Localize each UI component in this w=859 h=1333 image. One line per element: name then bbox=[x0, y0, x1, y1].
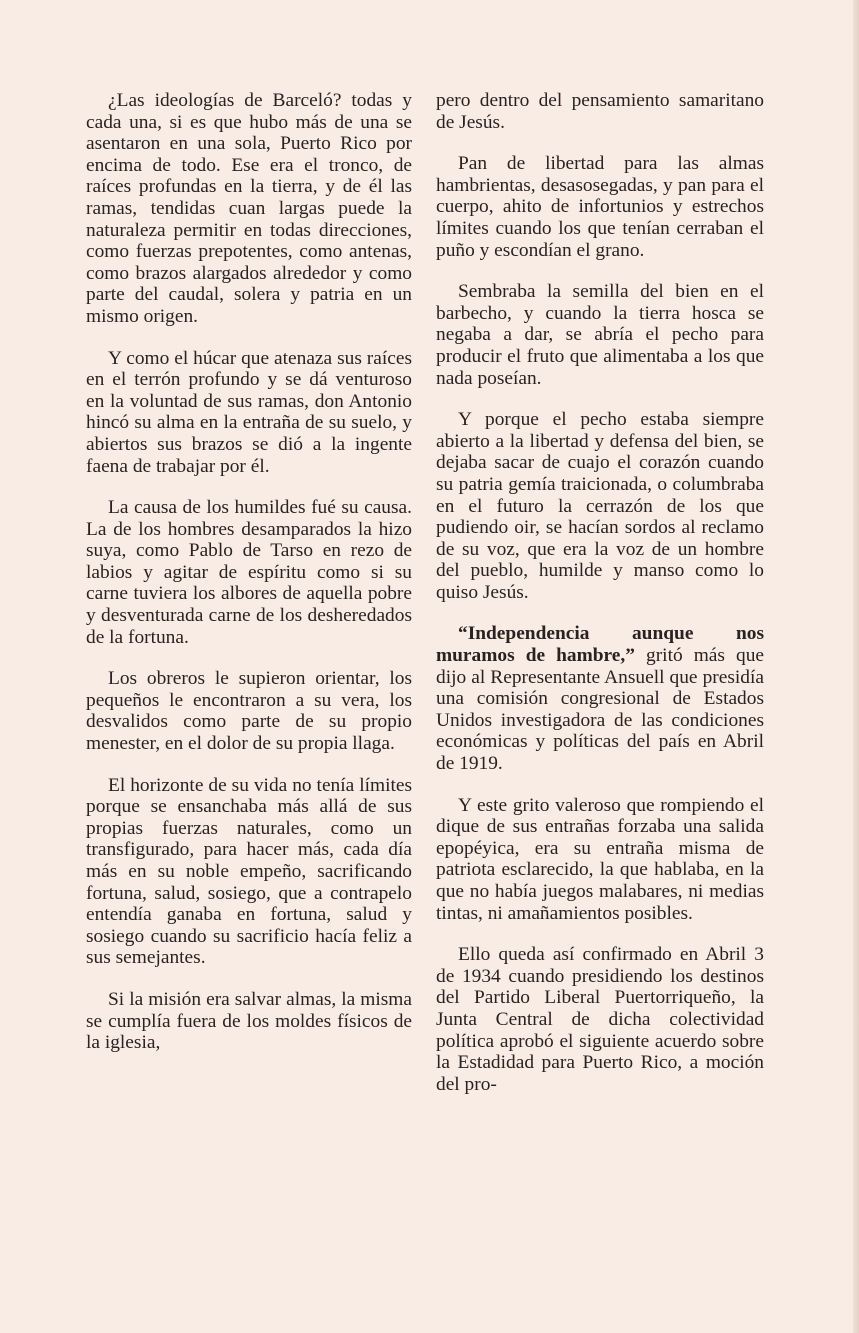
bold-quote: “Independencia aunque nos muramos de hambre,” bbox=[436, 623, 764, 667]
paragraph: El horizonte de su vida no tenía límites porque se ensanchaba más allá de sus propias fuerzas naturales, como un transfigurado, para hacer más, cada día más en su noble empeño, sacrificando fortuna, salud, sosiego, que a contrapelo entendía ganaba en fortuna, salud y sosiego cuando su sacrificio hacía feliz a sus semejantes. bbox=[86, 774, 412, 969]
paragraph: pero dentro del pensamiento samaritano de Jesús. bbox=[436, 90, 764, 133]
quote-continuation: gritó más que dijo al Representante Ansuell que presidía una comisión congresional de Estados Unidos investigadora de las condiciones económicas y políticas del país en Abril de 1919. bbox=[436, 645, 764, 775]
paragraph: La causa de los humildes fué su causa. La de los hombres desamparados la hizo suya, como Pablo de Tarso en rezo de labios y agitar de espíritu como si su carne tuviera los albores de aquella pobre y desventurada carne de los desheredados de la fortuna. bbox=[86, 497, 412, 648]
paragraph: Y como el húcar que atenaza sus raíces en el terrón profundo y se dá venturoso en la voluntad de sus ramas, don Antonio hincó su alma en la entraña de su suelo, y abiertos sus brazos se dió a la ingente faena de trabajar por él. bbox=[86, 347, 412, 477]
paragraph: Y porque el pecho estaba siempre abierto a la libertad y defensa del bien, se dejaba sacar de cuajo el corazón cuando su patria gemía traicionada, o columbraba en el futuro la cerrazón de los que pudiendo oir, se hacían sordos al reclamo de su voz, que era la voz de un hombre del pueblo, humilde y manso como lo quiso Jesús. bbox=[436, 409, 764, 603]
paragraph: ¿Las ideologías de Barceló? todas y cada una, si es que hubo más de una se asentaron en una sola, Puerto Rico por encima de todo. Ese era el tronco, de raíces profundas en la tierra, y de él las ramas, tendidas cuan largas puede la naturaleza permitir en todas direcciones, como fuerzas prepotentes, como antenas, como brazos alargados alrededor y como parte del caudal, solera y patria en un mismo origen. bbox=[86, 90, 412, 327]
paragraph: Pan de libertad para las almas hambrientas, desasosegadas, y pan para el cuerpo, ahito de infortunios y estrechos límites cuando los que tenían cerraban el puño y escondían el grano. bbox=[436, 153, 764, 261]
paragraph-quote bbox=[436, 623, 764, 774]
paragraph: Los obreros le supieron orientar, los pequeños le encontraron a su vera, los desvalidos como parte de su propio menester, en el dolor de su propia llaga. bbox=[86, 668, 412, 755]
paragraph: Si la misión era salvar almas, la misma se cumplía fuera de los moldes físicos de la iglesia, bbox=[86, 988, 412, 1054]
right-column bbox=[436, 90, 764, 1115]
paragraph: Sembraba la semilla del bien en el barbecho, y cuando la tierra hosca se negaba a dar, se abría el pecho para producir el fruto que alimentaba a los que nada poseían. bbox=[436, 281, 764, 389]
left-column bbox=[86, 90, 412, 1074]
paragraph: Y este grito valeroso que rompiendo el dique de sus entrañas forzaba una salida epopéyica, era su entraña misma de patriota esclarecido, la que hablaba, en la que no había juegos malabares, ni medias tintas, ni amañamientos posibles. bbox=[436, 794, 764, 924]
paragraph: Ello queda así confirmado en Abril 3 de 1934 cuando presidiendo los destinos del Partido Liberal Puertorriqueño, la Junta Central de dicha colectividad política aprobó el siguiente acuerdo sobre la Estadidad para Puerto Rico, a moción del pro- bbox=[436, 944, 764, 1095]
